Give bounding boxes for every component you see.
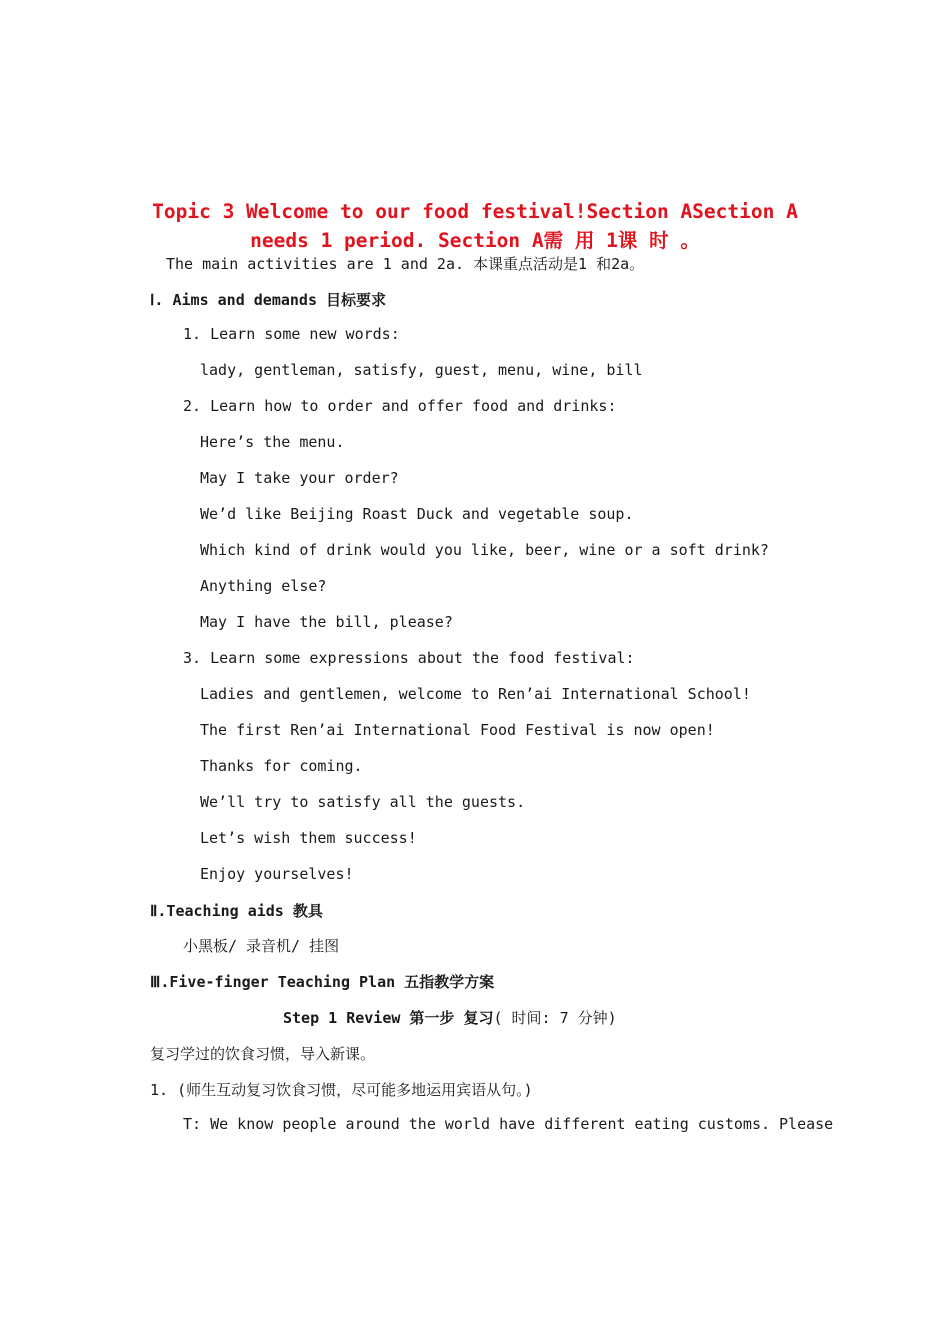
expression-line: Ladies and gentlemen, welcome to Ren’ai International School!: [200, 685, 751, 703]
intro-text: The main activities are 1 and 2a. 本课重点活动是1 和2a。: [166, 255, 645, 273]
aims-item-1: 1. Learn some new words:: [183, 325, 400, 343]
teacher-dialogue-line: T: We know people around the world have different eating customs. Please: [183, 1115, 834, 1133]
phrase-line: May I take your order?: [200, 469, 399, 487]
expression-line: We’ll try to satisfy all the guests.: [200, 793, 526, 811]
expression-line: Let’s wish them success!: [200, 829, 417, 847]
phrase-line: Which kind of drink would you like, beer, wine or a soft drink?: [200, 541, 769, 559]
review-intro: 复习学过的饮食习惯，导入新课。: [150, 1045, 376, 1063]
phrase-line: May I have the bill, please?: [200, 613, 453, 631]
section-2-heading: Ⅱ.Teaching aids 教具: [150, 902, 323, 920]
teaching-aids-list: 小黑板/ 录音机/ 挂图: [183, 937, 340, 955]
section-1-heading: Ⅰ. Aims and demands 目标要求: [150, 291, 387, 309]
document-title-line-1: Topic 3 Welcome to our food festival!Section ASection A: [152, 200, 798, 223]
aims-item-3: 3. Learn some expressions about the food festival:: [183, 649, 635, 667]
review-item-1: 1. (师生互动复习饮食习惯，尽可能多地运用宾语从句。): [150, 1081, 533, 1099]
document-title-line-2: needs 1 period. Section A需 用 1课 时 。: [250, 229, 700, 252]
phrase-line: We’d like Beijing Roast Duck and vegetable soup.: [200, 505, 634, 523]
step-1-time: ( 时间: 7 分钟): [493, 1009, 617, 1027]
expression-line: The first Ren’ai International Food Festival is now open!: [200, 721, 715, 739]
phrase-line: Here’s the menu.: [200, 433, 345, 451]
expression-line: Thanks for coming.: [200, 757, 363, 775]
phrase-line: Anything else?: [200, 577, 327, 595]
section-3-heading: Ⅲ.Five-finger Teaching Plan 五指教学方案: [150, 973, 495, 991]
new-words-list: lady, gentleman, satisfy, guest, menu, wine, bill: [200, 361, 643, 379]
expression-line: Enjoy yourselves!: [200, 865, 354, 883]
step-1-heading: [283, 1007, 617, 1028]
aims-item-2: 2. Learn how to order and offer food and drinks:: [183, 397, 617, 415]
step-1-label: Step 1 Review 第一步 复习: [283, 1009, 494, 1027]
